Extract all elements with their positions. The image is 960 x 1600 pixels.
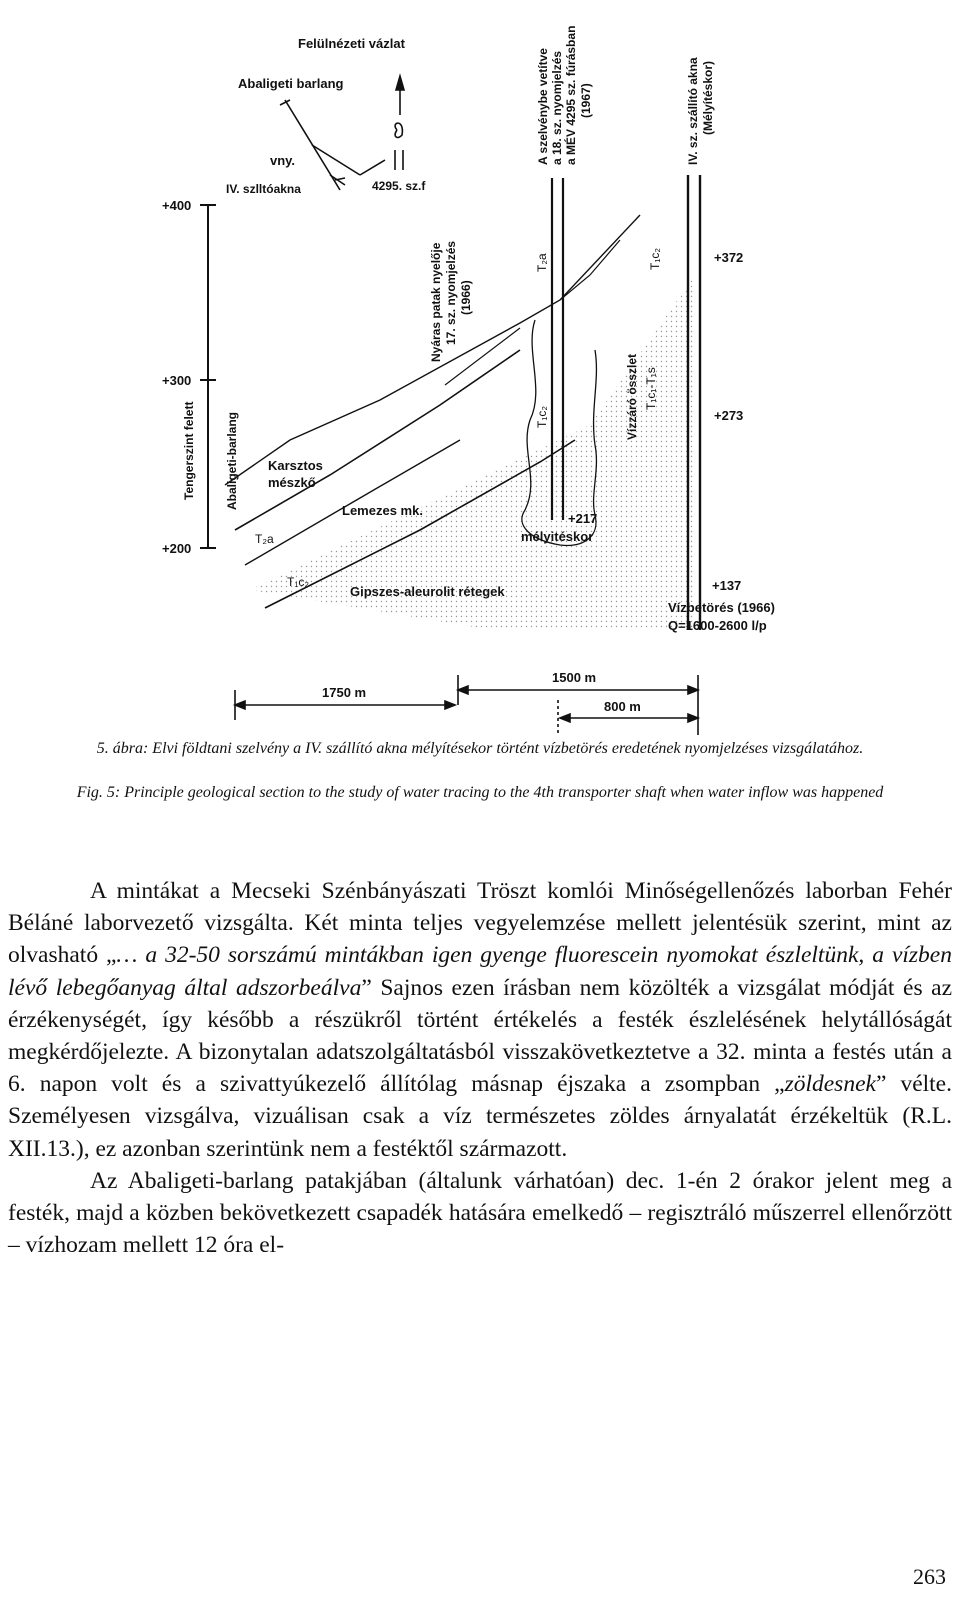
inset-vny-label: vny. [270, 153, 296, 168]
body-text [8, 875, 952, 1261]
shaft-label-2: (Mélyítéskor) [701, 60, 715, 135]
cave-label: Abaligeti-barlang [225, 411, 239, 510]
karst-label-2: mészkő [268, 475, 316, 490]
t2a-bore: T₂a [535, 253, 549, 272]
discharge-label: Q=1600-2600 l/p [668, 618, 767, 633]
elev-137: +137 [712, 578, 742, 593]
bore-label-3: a MÉV 4295 sz. fúrásban [564, 25, 578, 165]
water-inrush-label: Vízbetörés (1966) [668, 600, 775, 615]
dim-800: 800 m [604, 699, 641, 714]
inset-bore-label: 4295. sz.f [372, 179, 426, 193]
elev-273: +273 [714, 408, 744, 423]
axis-title: Tengerszint felett [182, 401, 196, 500]
inset-shaft-label: IV. szlltóakna [226, 182, 301, 196]
elev-300: +300 [162, 373, 192, 388]
elev-400: +400 [162, 198, 192, 213]
stream-sink-label-2: 17. sz. nyomjelzés [444, 240, 458, 345]
quoted-report: … a 32-50 sorszámú mintákban igen gyenge fluorescein nyomokat észleltünk, a vízben lévő lebegőanyag által adszorbeálva [8, 942, 952, 1001]
t2a-left: T₂a [255, 532, 274, 546]
elev-372: +372 [714, 250, 744, 265]
bore-label-2: a 18. sz. nyomjelzés [550, 50, 564, 165]
figure-caption-hungarian: 5. ábra: Elvi földtani szelvény a IV. szállító akna mélyítésekor történt vízbetörés eredetének nyomjelzéses vizsgálatához. [96, 740, 864, 757]
inset-cave-label: Abaligeti barlang [238, 76, 344, 91]
geological-section-figure [0, 0, 960, 745]
t1c2-left: T₁c₂ [287, 575, 310, 589]
vizzaro-label-1: Vízzáró összlet [625, 353, 639, 440]
figure-caption-english: Fig. 5: Principle geological section to the study of water tracing to the 4th transporter shaft when water inflow was happened [76, 784, 884, 801]
karst-label-1: Karsztos [268, 458, 323, 473]
bore-label-4: (1967) [579, 83, 593, 118]
lemezes-label: Lemezes mk. [342, 503, 423, 518]
elev-200: +200 [162, 541, 192, 556]
paragraph-2: Az Abaligeti-barlang patakjában (általunk várhatóan) dec. 1-én 2 órakor jelent meg a festék, majd a közben bekövetkezett csapadék hatására emelkedő – regisztráló műszerrel ellenőrzött – vízhozam mellett 12 óra el- [8, 1167, 952, 1259]
dim-1500: 1500 m [552, 670, 597, 685]
melyiteskor-label: mélyitéskor [521, 529, 594, 544]
quoted-word: zöldesnek [784, 1071, 876, 1098]
paragraph-1: A mintákat a Mecseki Szénbányászati Tröszt komlói Minőségellenőzés laborban Fehér Béláné laborvezető vizsgálta. Két minta teljes vegyelemzése mellett jelentésük szerint, mint az olvasható „… a 32-50 sorszámú mintákban igen gyenge fluorescein nyomokat észleltünk, a vízben lévő lebegőanyag által adszorbeálva” Sajnos ezen írásban nem közölték a vizsgálat módját és az érzékenységét, így később a részükről történt értékelés a festék észlelésének helytállóságát megkérdőjelezte. A bizonytalan adatszolgáltatásból visszakövetkeztetve a 32. minta a festés után a 6. napon volt és a szivattyúkezelő állítólag másnap éjszaka a zsompban „zöldesnek” vélte. Személyesen vizsgálva, vizuálisan csak a víz természetes zöldes árnyalatát érzékeltük (R.L. XII.13.), ez azonban szerintünk nem a festéktől származott. [8, 878, 953, 1162]
page-number: 263 [913, 1564, 946, 1589]
dim-1750: 1750 m [322, 685, 367, 700]
inset-title: Felülnézeti vázlat [298, 36, 405, 51]
gypsum-label: Gipszes-aleurolit rétegek [350, 584, 505, 599]
t1c2-shaft: T₁c₂ [648, 247, 662, 270]
gypsum-strata-area [250, 275, 695, 628]
shaft-label-1: IV. sz. szállító akna [686, 57, 700, 165]
t1c2-bore: T₁c₂ [535, 405, 549, 428]
stream-sink-label-3: (1966) [459, 280, 473, 315]
plan-inset [280, 76, 404, 190]
bore-bottom-217: +217 [568, 511, 598, 526]
stream-sink-label-1: Nyáras patak nyelője [429, 242, 443, 362]
bore-label-1: A szelvénybe vetítve [536, 48, 550, 165]
vizzaro-label-2: T₁c₁-T₁s [644, 367, 658, 410]
